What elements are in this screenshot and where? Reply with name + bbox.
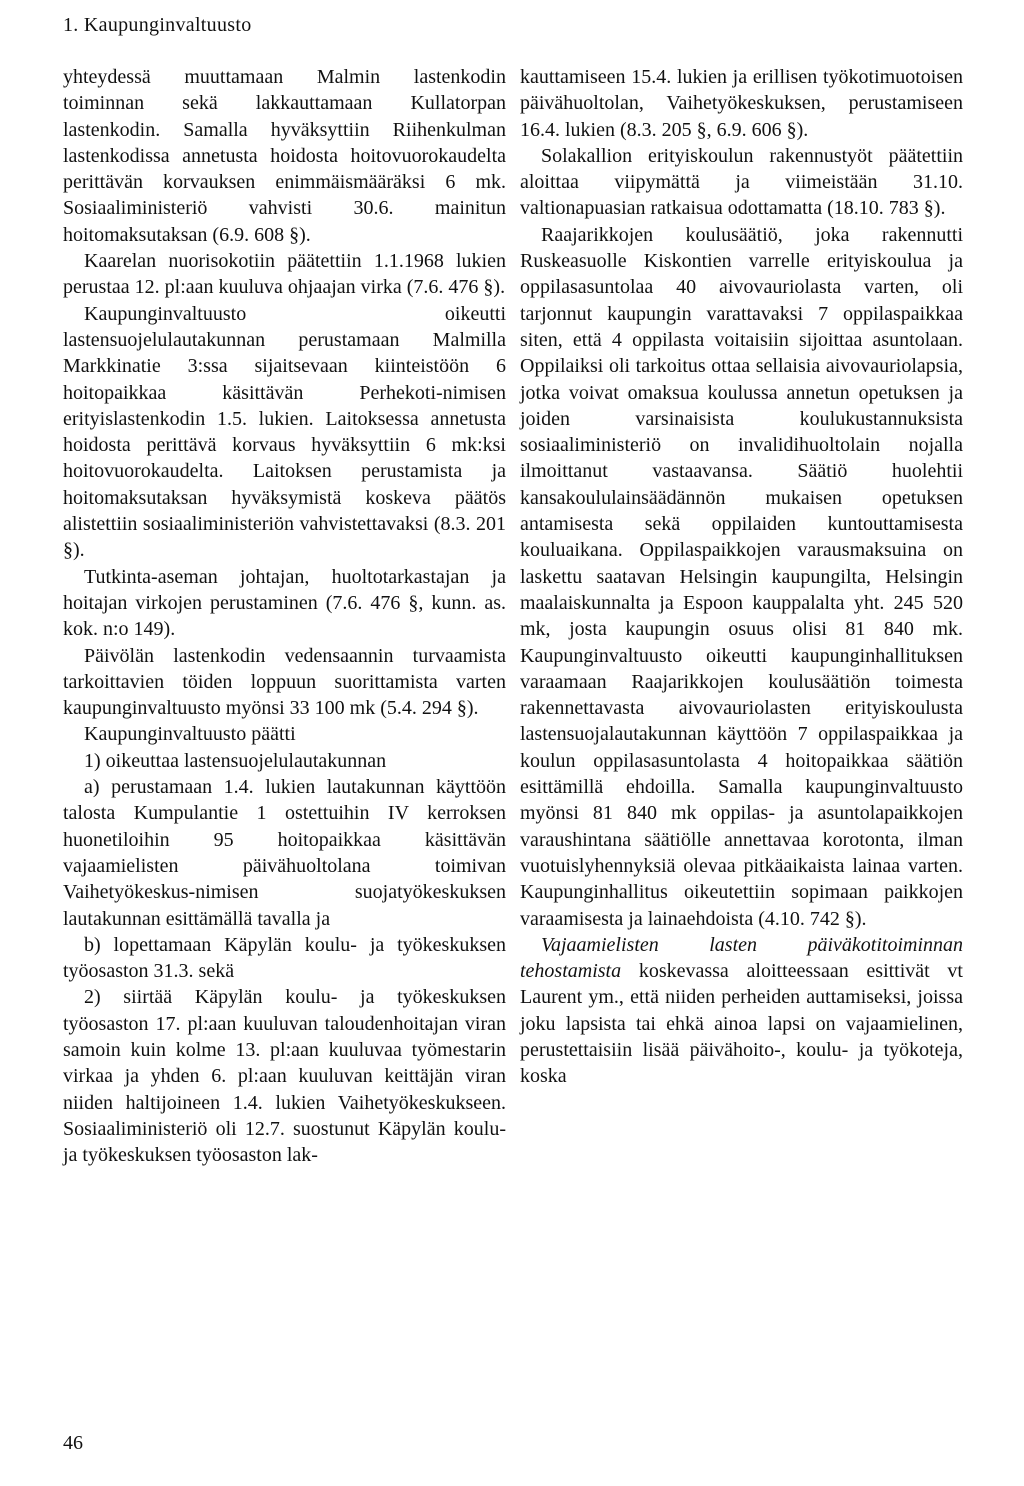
paragraph-perhekoti: Kaupunginvaltuusto oikeutti lastensuojelulautakunnan perustamaan Malmilla Markkinatie 3:ssa sijaitsevaan kiinteistöön 6 hoitopaikkaa käsittävän Perhekoti-nimisen erityislastenkodin 1.5. lukien. Laitoksessa annetusta hoidosta perittävä korvaus hyväksyttiin 6 mk:ksi hoitovuorokaudelta. Laitoksen perustamista ja hoitomaksutaksan hyväksymistä koskeva päätös alistettiin sosiaaliministeriön vahvistettavaksi (8.3. 201 §).	[63, 302, 506, 562]
list-item-1a: a) perustamaan 1.4. lukien lautakunnan käyttöön talosta Kumpulantie 1 ostettuihin IV kerroksen huonetiloihin 95 hoitopaikkaa käsittävän vajaamielisten päivähuoltolana toimivan Vaihetyökeskus-nimisen suojatyökeskuksen lautakunnan esittämällä tavalla ja	[63, 776, 506, 930]
paragraph-vajaamielisten-paivakoti	[520, 932, 963, 1090]
paragraph-raajarikkojen-koulusaatio: Raajarikkojen koulusäätiö, joka rakennutti Ruskeasuolle Kiskontien varrelle erityiskoulua ja oppilasasuntolaa 40 aivovauriolasta varten, oli tarjonnut kaupungin varattavaksi 7 oppilaspaikkaa siten, että 4 oppilasta voitaisiin sijoittaa asuntolaan. Oppilaiksi oli tarkoitus ottaa sellaisia aivovauriolapsia, jotka voivat omaksua koulussa annetun opetuksen ja joiden varsinaisista koulukustannuksista sosiaaliministeriö on invalidihuoltolain nojalla ilmoittanut vastaavansa. Säätiö huolehtii kansakoululainsäädännön mukaisen opetuksen antamisesta sekä oppilaiden kuntouttamisesta kouluaikana. Oppilaspaikkojen varausmaksuina on laskettu saatavan Helsingin kaupungilta, Helsingin maalaiskunnalta ja Espoon kauppalalta yht. 245 520 mk, josta kaupungin osuus olisi 81 840 mk. Kaupunginvaltuusto oikeutti kaupunginhallituksen varaamaan Raajarikkojen koulusäätiön toimesta rakennettavasta aivovauriolasten erityiskoulusta lastensuojalautakunnan käyttöön 7 oppilaspaikkaa ja koulun oppilasasuntolasta 4 hoitopaikkaa säätiön esittämillä ehdoilla. Samalla kaupunginvaltuusto myönsi 81 840 mk oppilas- ja asuntolapaikkojen varaushintana säätiölle annettavaa korotonta, ilman vuotuislyhennyksiä olevaa pitkäaikaista lainaa varten. Kaupunginhallitus oikeutettiin sopimaan paikkojen varaamisesta ja lainaehdoista (4.10. 742 §).	[520, 223, 963, 930]
left-column	[63, 64, 506, 1168]
paragraph-kaarela-nuorisokoti: Kaarelan nuorisokotiin päätettiin 1.1.1968 lukien perustaa 12. pl:aan kuuluva ohjaajan virka (7.6. 476 §).	[63, 250, 506, 299]
page-number: 46	[63, 1432, 83, 1454]
running-head: 1. Kaupunginvaltuusto	[63, 14, 252, 36]
paragraph-continuation: kauttamiseen 15.4. lukien ja erillisen työkotimuotoisen päivähuoltolan, Vaihetyökeskuksen, perustamiseen 16.4. lukien (8.3. 205 §, 6.9. 606 §).	[520, 66, 963, 141]
paragraph-paivola-lastenkoti: Päivölän lastenkodin vedensaannin turvaamista tarkoittavien töiden loppuun suorittamista varten kaupunginvaltuusto myönsi 33 100 mk (5.4. 294 §).	[63, 644, 506, 720]
paragraph-text: koskevassa aloitteessaan esittivät vt Laurent ym., että niiden perheiden auttamiseksi, joissa joku lapsista tai ehkä ainoa lapsi on vajaamielinen, perustettaisiin lisää päivähoito-, koulu- ja työkoteja, koska	[520, 960, 963, 1088]
list-item-2: 2) siirtää Käpylän koulu- ja työkeskuksen työosaston 17. pl:aan kuuluvan taloudenhoitajan viran samoin kuin kolme 13. pl:aan kuuluvaa työmestarin virkaa ja yhden 6. pl:aan kuuluvan keittäjän viran niiden haltijoineen 1.4. lukien Vaihetyökeskukseen. Sosiaaliministeriö oli 12.7. suostunut Käpylän koulu- ja työkeskuksen työosaston lak-	[63, 986, 506, 1167]
list-item-1: 1) oikeuttaa lastensuojelulautakunnan	[84, 749, 387, 772]
italic-lead: Vajaamielisten lasten päiväkotitoiminnan tehostamista	[520, 933, 963, 983]
paragraph-solakallio: Solakallion erityiskoulun rakennustyöt päätettiin aloittaa viipymättä ja viimeistään 31.10. valtionapuasian ratkaisua odottamatta (18.10. 783 §).	[520, 144, 963, 220]
list-item-1b: b) lopettamaan Käpylän koulu- ja työkeskuksen työosaston 31.3. sekä	[63, 933, 506, 983]
paragraph-kaupunginvaltuusto-paatti: Kaupunginvaltuusto päätti	[84, 723, 296, 746]
paragraph-tutkinta-asema: Tutkinta-aseman johtajan, huoltotarkastajan ja hoitajan virkojen perustaminen (7.6. 476 §, kunn. as. kok. n:o 149).	[63, 565, 506, 641]
paragraph-malmi-lastenkoti: yhteydessä muuttamaan Malmin lastenkodin toiminnan sekä lakkauttamaan Kullatorpan lastenkodin. Samalla hyväksyttiin Riihenkulman lastenkodissa annetusta hoidosta hoitovuorokaudelta perittävän korvauksen enimmäismääräksi 6 mk. Sosiaaliministeriö vahvisti 30.6. mainitun hoitomaksutaksan (6.9. 608 §).	[63, 66, 506, 246]
right-column	[520, 64, 963, 1090]
